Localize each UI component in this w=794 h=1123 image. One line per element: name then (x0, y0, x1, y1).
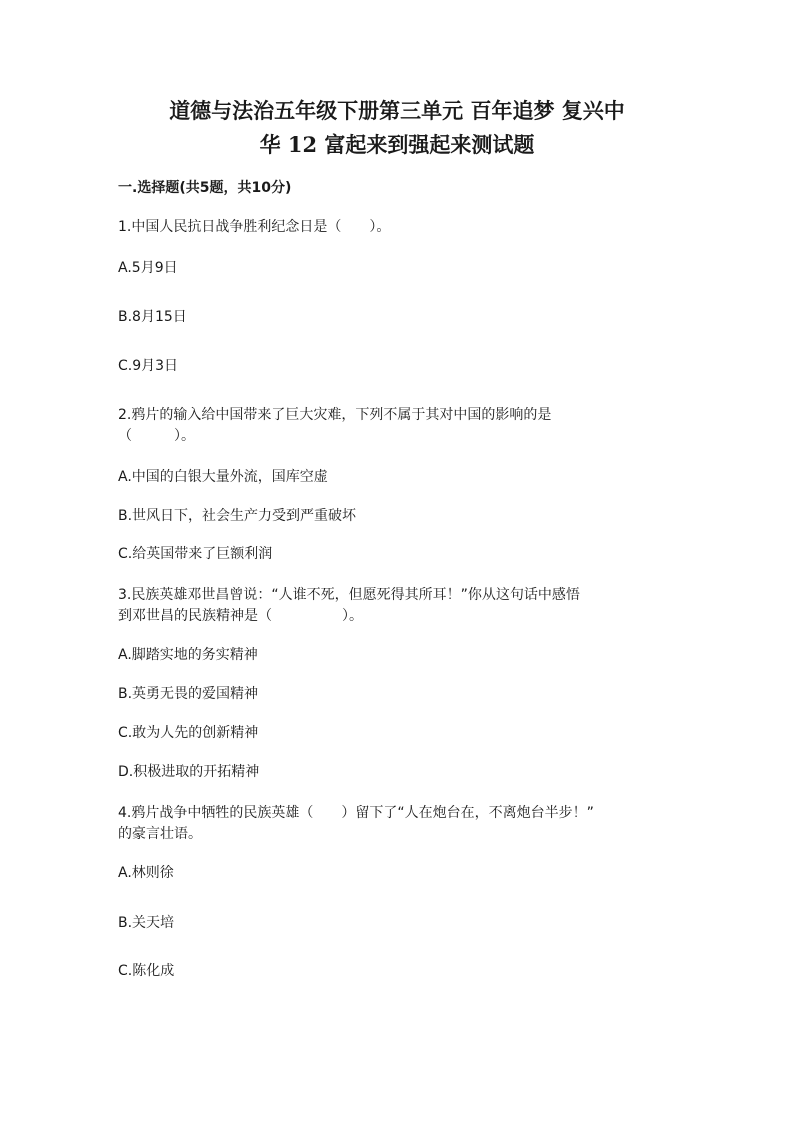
question-1-option-b: B.8月15日 (118, 309, 187, 325)
page-title-line-1: 道德与法治五年级下册第三单元 百年追梦 复兴中 (169, 98, 625, 123)
question-2-option-a: A.中国的白银大量外流，国库空虚 (118, 469, 328, 485)
question-4-option-b: B.关天培 (118, 915, 175, 931)
section-heading: 一.选择题(共5题，共10分) (118, 180, 292, 196)
question-3-option-a: A.脚踏实地的务实精神 (118, 647, 258, 663)
question-2-stem-line-2: （ ）。 (118, 428, 195, 444)
question-2-option-b: B.世风日下，社会生产力受到严重破坏 (118, 508, 357, 524)
question-4-stem-line-2: 的豪言壮语。 (118, 826, 202, 842)
question-2-stem-line-1: 2.鸦片的输入给中国带来了巨大灾难，下列不属于其对中国的影响的是 (118, 407, 552, 423)
question-3-option-c: C.敢为人先的创新精神 (118, 725, 259, 741)
question-4-option-a: A.林则徐 (118, 865, 174, 881)
question-3-stem-line-1: 3.民族英雄邓世昌曾说：“人谁不死，但愿死得其所耳！”你从这句话中感悟 (118, 587, 580, 603)
question-3-stem-line-2: 到邓世昌的民族精神是（ ）。 (118, 608, 363, 624)
question-3-option-b: B.英勇无畏的爱国精神 (118, 686, 259, 702)
question-1-option-a: A.5月9日 (118, 260, 178, 276)
question-4-option-c: C.陈化成 (118, 963, 175, 979)
page-title-line-2: 华 12 富起来到强起来测试题 (259, 132, 535, 157)
question-1-option-c: C.9月3日 (118, 358, 179, 374)
question-2-option-c: C.给英国带来了巨额利润 (118, 546, 273, 562)
question-4-stem-line-1: 4.鸦片战争中牺牲的民族英雄（ ）留下了“人在炮台在，不离炮台半步！” (118, 805, 594, 821)
question-3-option-d: D.积极进取的开拓精神 (118, 764, 260, 780)
question-1-stem: 1.中国人民抗日战争胜利纪念日是（ ）。 (118, 219, 391, 235)
